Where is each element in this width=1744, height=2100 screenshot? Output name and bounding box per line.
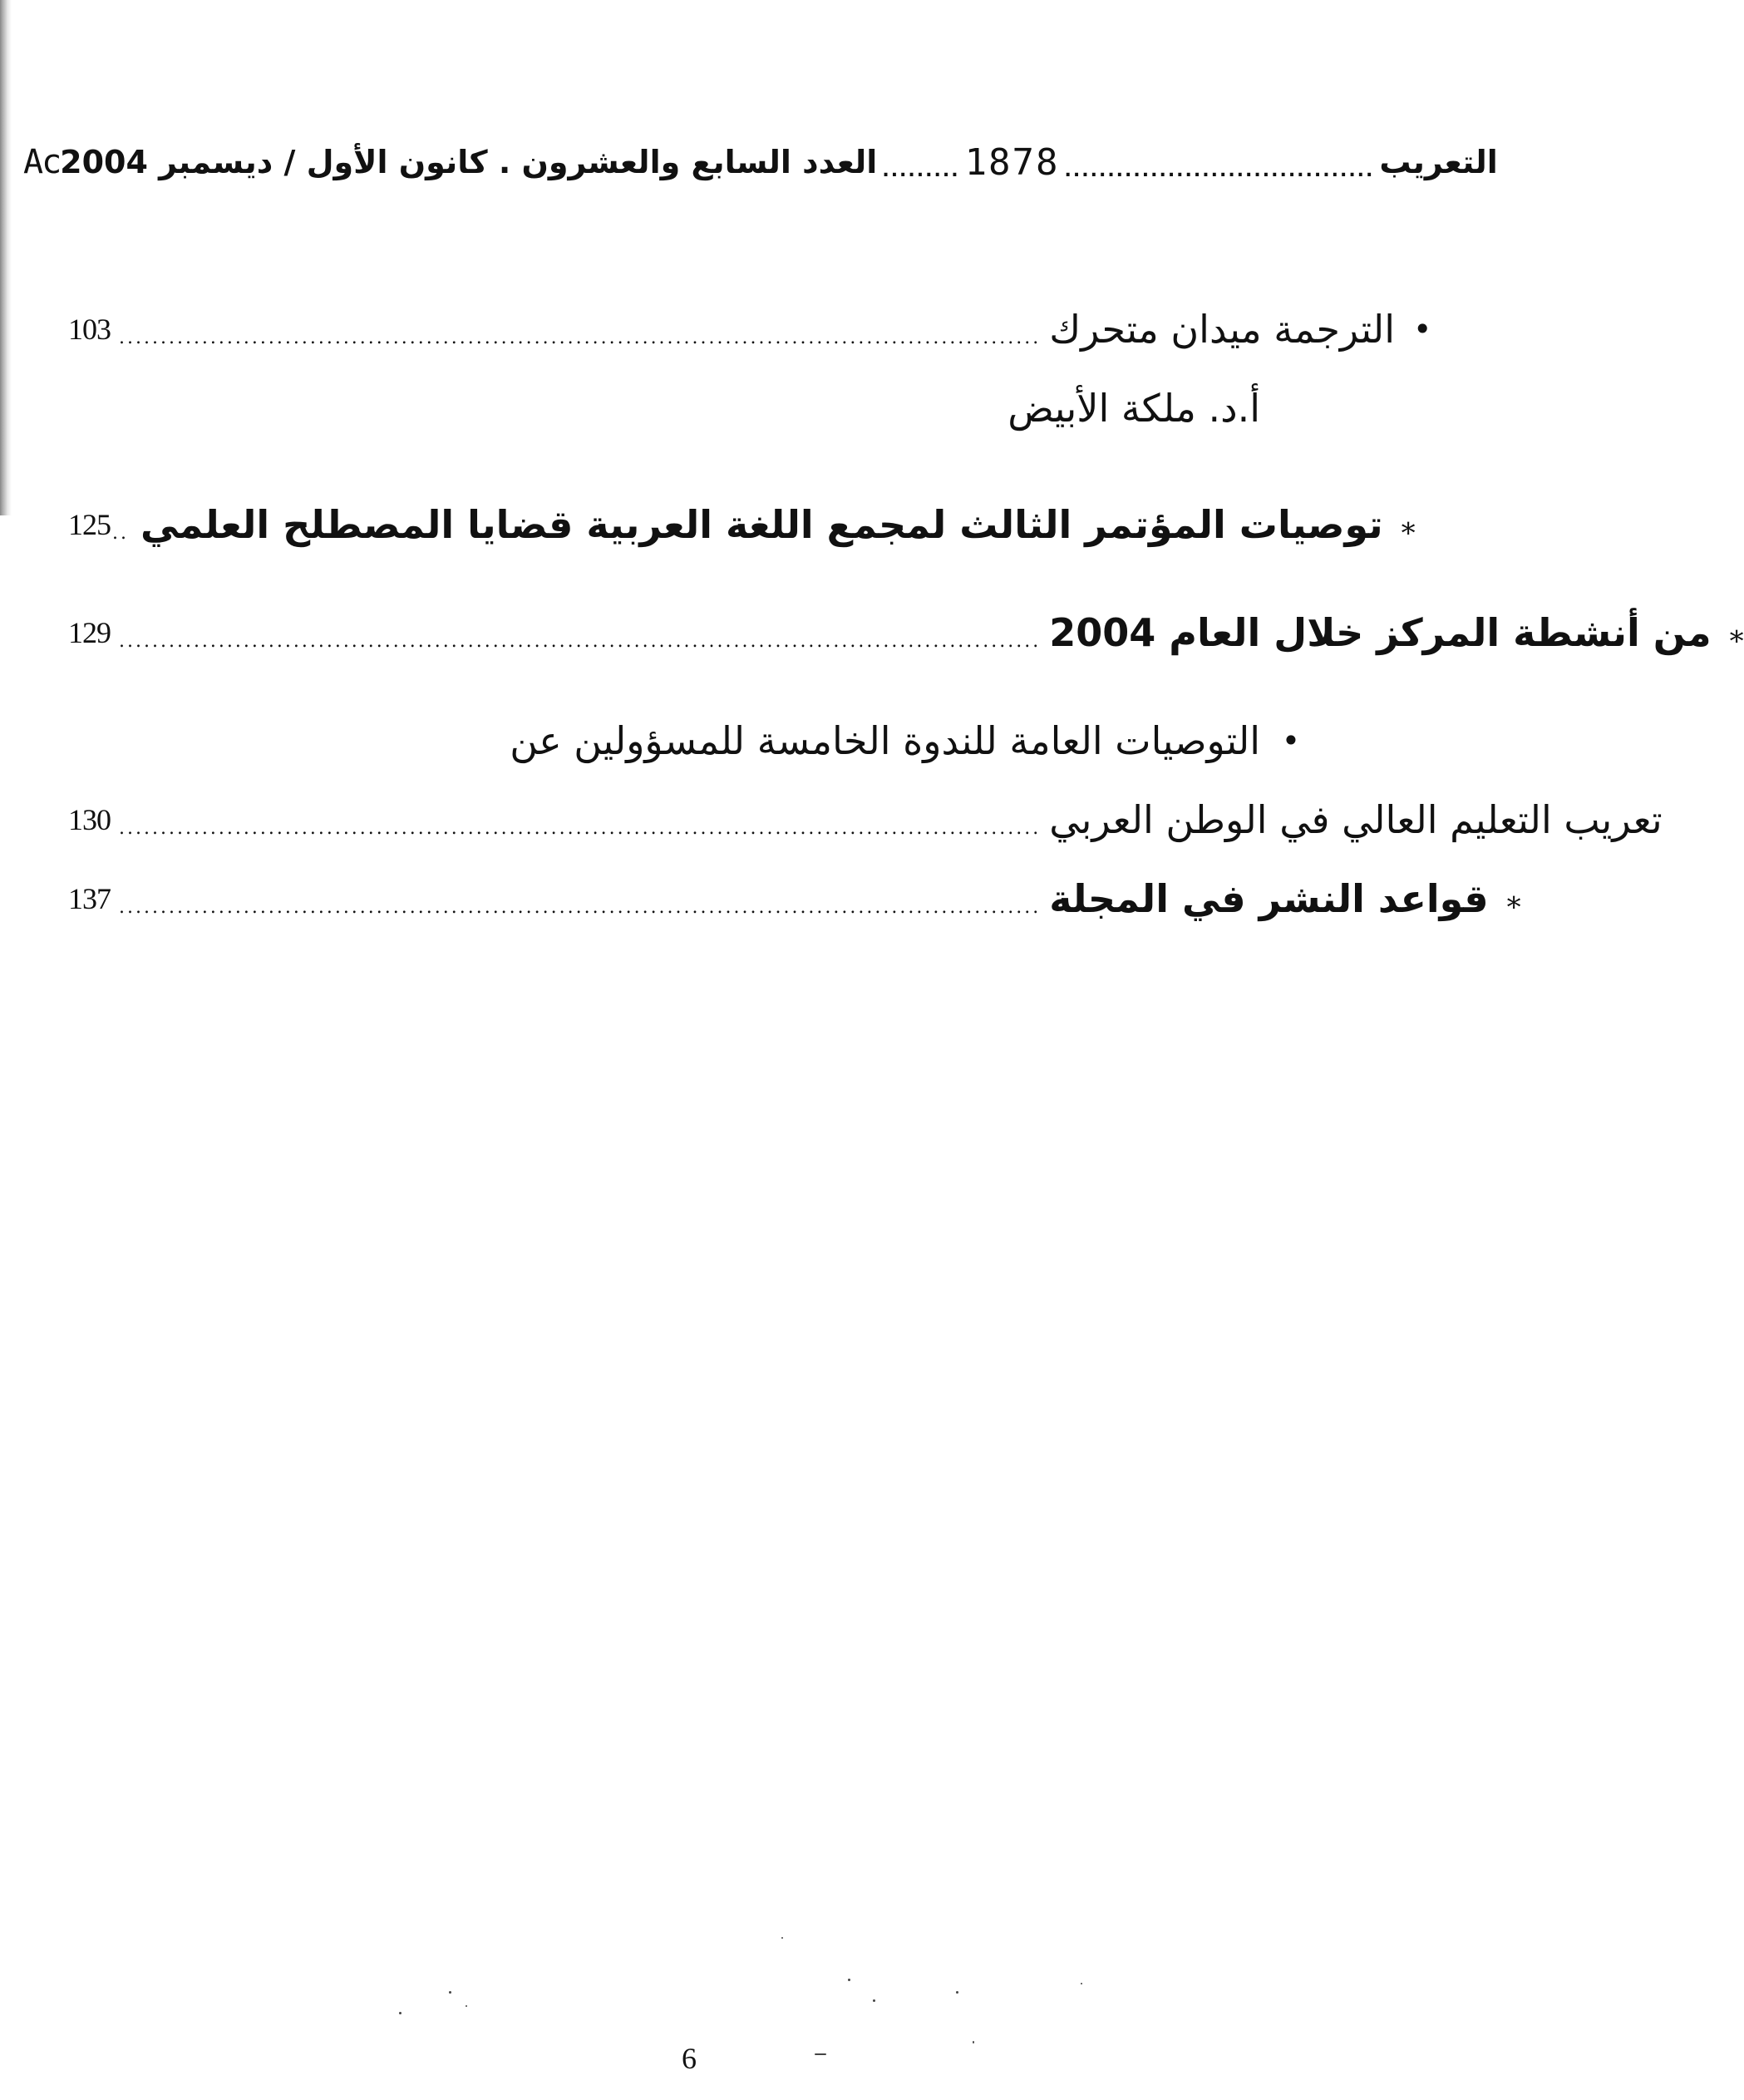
page-number: 129: [68, 616, 111, 649]
toc-entry-author: [68, 378, 1303, 438]
running-header: [23, 133, 1498, 191]
scan-speck: [466, 2005, 467, 2007]
toc-entry: [68, 711, 1303, 771]
handwritten-code: 1878: [964, 140, 1060, 184]
entry-title: الترجمة ميدان متحرك: [1049, 307, 1395, 352]
leader-dots: ...............................................................................................................: [119, 817, 1042, 839]
entry-title: تعريب التعليم العالي في الوطن العربي: [1049, 797, 1663, 842]
page-number: 137: [68, 882, 111, 915]
handwritten-prefix: Ac: [23, 143, 61, 181]
header-leader-dots: .........: [882, 160, 960, 181]
bullet-icon: •: [1281, 722, 1301, 759]
header-leader-dots: ....................................: [1064, 160, 1375, 181]
scan-speck: [399, 2012, 402, 2014]
toc-entry-continued: [68, 790, 1663, 850]
magazine-title: التعريب: [1379, 144, 1498, 180]
entry-title: توصيات المؤتمر الثالث لمجمع اللغة العربية قضايا المصطلح العلمي: [140, 502, 1383, 547]
page-number-footer: 6: [682, 2042, 697, 2075]
scan-speck: [1081, 1983, 1082, 1984]
scan-speck: [956, 1991, 958, 1994]
page-number: 125: [68, 508, 111, 541]
scan-speck: [781, 1937, 783, 1939]
issue-info: العدد السابع والعشرون . كانون الأول / ديسمبر 2004: [60, 144, 878, 180]
toc-entry: [68, 603, 1744, 663]
entry-title: قواعد النشر في المجلة: [1049, 876, 1489, 921]
leader-dots: ..: [112, 522, 129, 544]
asterisk-icon: ⁎: [1506, 882, 1521, 915]
entry-title: من أنشطة المركز خلال العام 2004: [1049, 610, 1712, 655]
page-number: 130: [68, 803, 111, 836]
entry-title: التوصيات العامة للندوة الخامسة للمسؤولين عن: [510, 718, 1260, 763]
bullet-icon: •: [1412, 311, 1432, 348]
toc-entry: [68, 495, 1416, 555]
leader-dots: ...............................................................................................................: [119, 630, 1042, 652]
page-number: 103: [68, 313, 111, 346]
asterisk-icon: ⁎: [1729, 616, 1744, 649]
toc-entry: [68, 299, 1432, 359]
leader-dots: ...............................................................................................................: [119, 327, 1042, 348]
leader-dots: ...............................................................................................................: [119, 896, 1042, 918]
asterisk-icon: ⁎: [1401, 508, 1416, 541]
scan-speck: [848, 1979, 850, 1981]
scan-speck: [873, 1999, 875, 2002]
toc-entry: [68, 869, 1521, 929]
scan-edge-shadow: [0, 0, 12, 515]
entry-author: أ.د. ملكة الأبيض: [1007, 386, 1260, 431]
scan-speck: [449, 1991, 451, 1994]
